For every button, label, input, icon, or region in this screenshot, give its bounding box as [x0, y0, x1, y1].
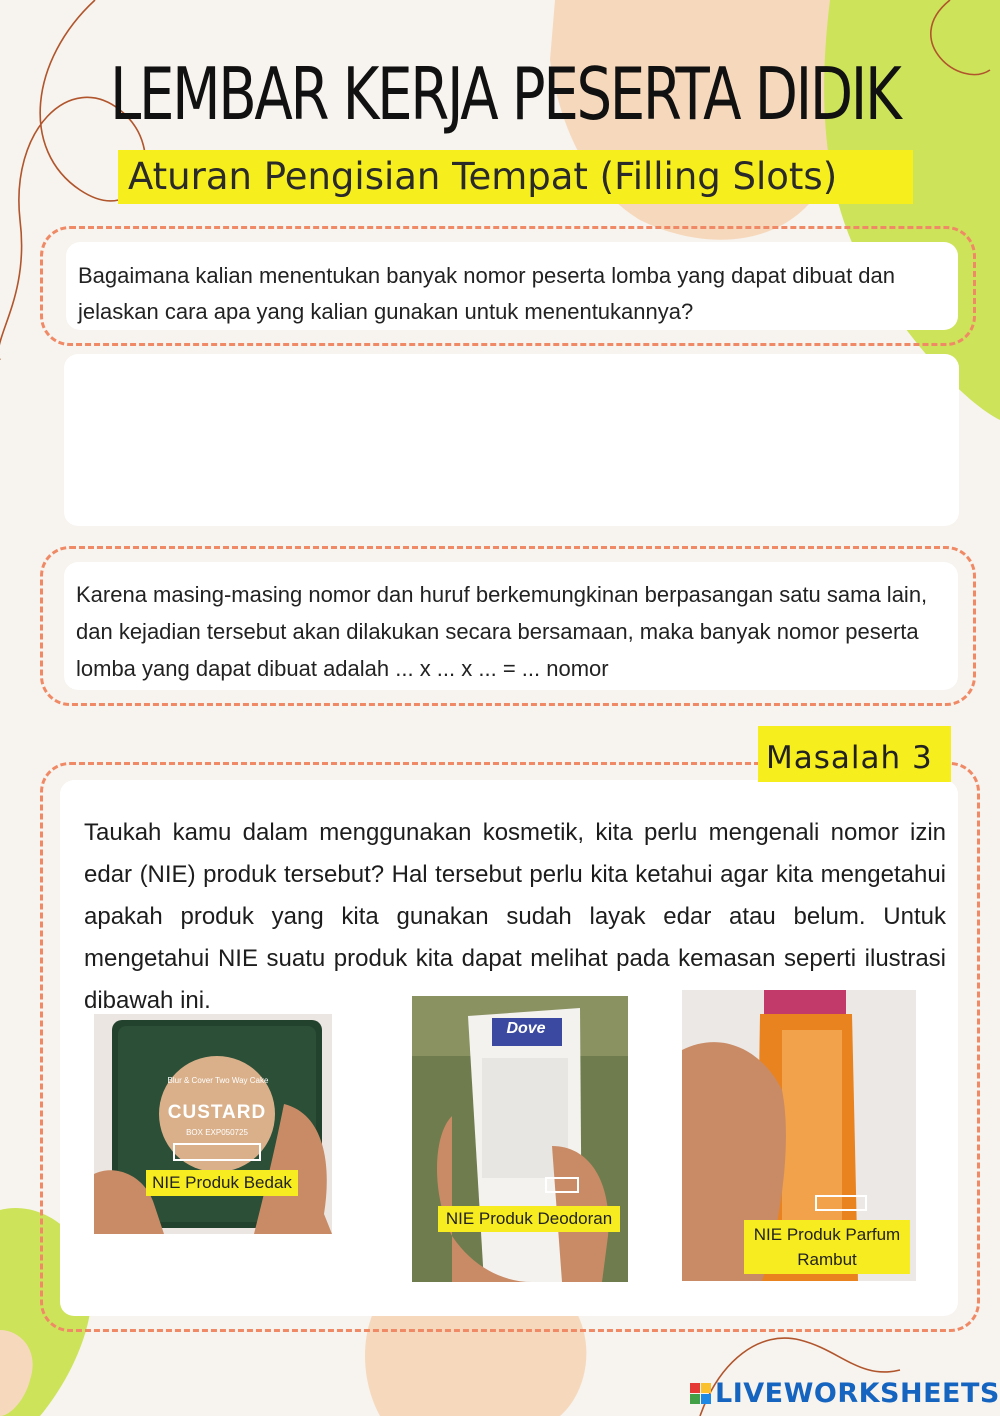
page-title: LEMBAR KERJA PESERTA DIDIK [110, 52, 900, 136]
photo-powder-compact [94, 1014, 332, 1234]
powder-compact-illustration [94, 1014, 332, 1234]
powder-brand: CUSTARD [167, 1102, 267, 1123]
photo-deodorant-tube [412, 996, 628, 1282]
problem3-text: Taukah kamu dalam menggunakan kosmetik, kita perlu mengenali nomor izin edar (NIE) produk tersebut? Hal tersebut perlu kita ketahui agar kita mengetahui apakah produk yang kita gunakan sudah layak edar atau belum. Untuk mengetahui NIE suatu produk kita dapat melihat pada kemasan seperti ilustrasi dibawah ini. [84, 819, 946, 1014]
page-subtitle: Aturan Pengisian Tempat (Filling Slots) [118, 150, 913, 204]
liveworksheets-logo [690, 1376, 1000, 1410]
logo-mark-icon [690, 1383, 711, 1404]
answer-input-box[interactable] [64, 354, 959, 526]
conclusion-text: Karena masing-masing nomor dan huruf berkemungkinan berpasangan satu sama lain, dan kejadian tersebut akan dilakukan secara bersamaan, maka banyak nomor peserta lomba yang dapat dibuat adalah ... x ... x ... = ... nomor [76, 582, 928, 681]
deodorant-brand: Dove [506, 1020, 546, 1037]
logo-text: LIVEWORKSHEETS [715, 1377, 1000, 1409]
label-nie-deodoran: NIE Produk Deodoran [438, 1206, 620, 1232]
question-text: Bagaimana kalian menentukan banyak nomor peserta lomba yang dapat dibuat dan jelaskan cara apa yang kalian gunakan untuk menentukannya? [78, 263, 895, 324]
photo-hair-perfume [682, 990, 916, 1281]
powder-brand-small: Blur & Cover Two Way Cake [167, 1076, 269, 1085]
problem3-tag: Masalah 3 [758, 726, 951, 782]
label-nie-parfum: NIE Produk Parfum Rambut [744, 1220, 910, 1274]
label-nie-bedak: NIE Produk Bedak [146, 1170, 298, 1196]
deodorant-tube-illustration [412, 996, 628, 1282]
powder-code: BOX EXP050725 [186, 1128, 248, 1137]
